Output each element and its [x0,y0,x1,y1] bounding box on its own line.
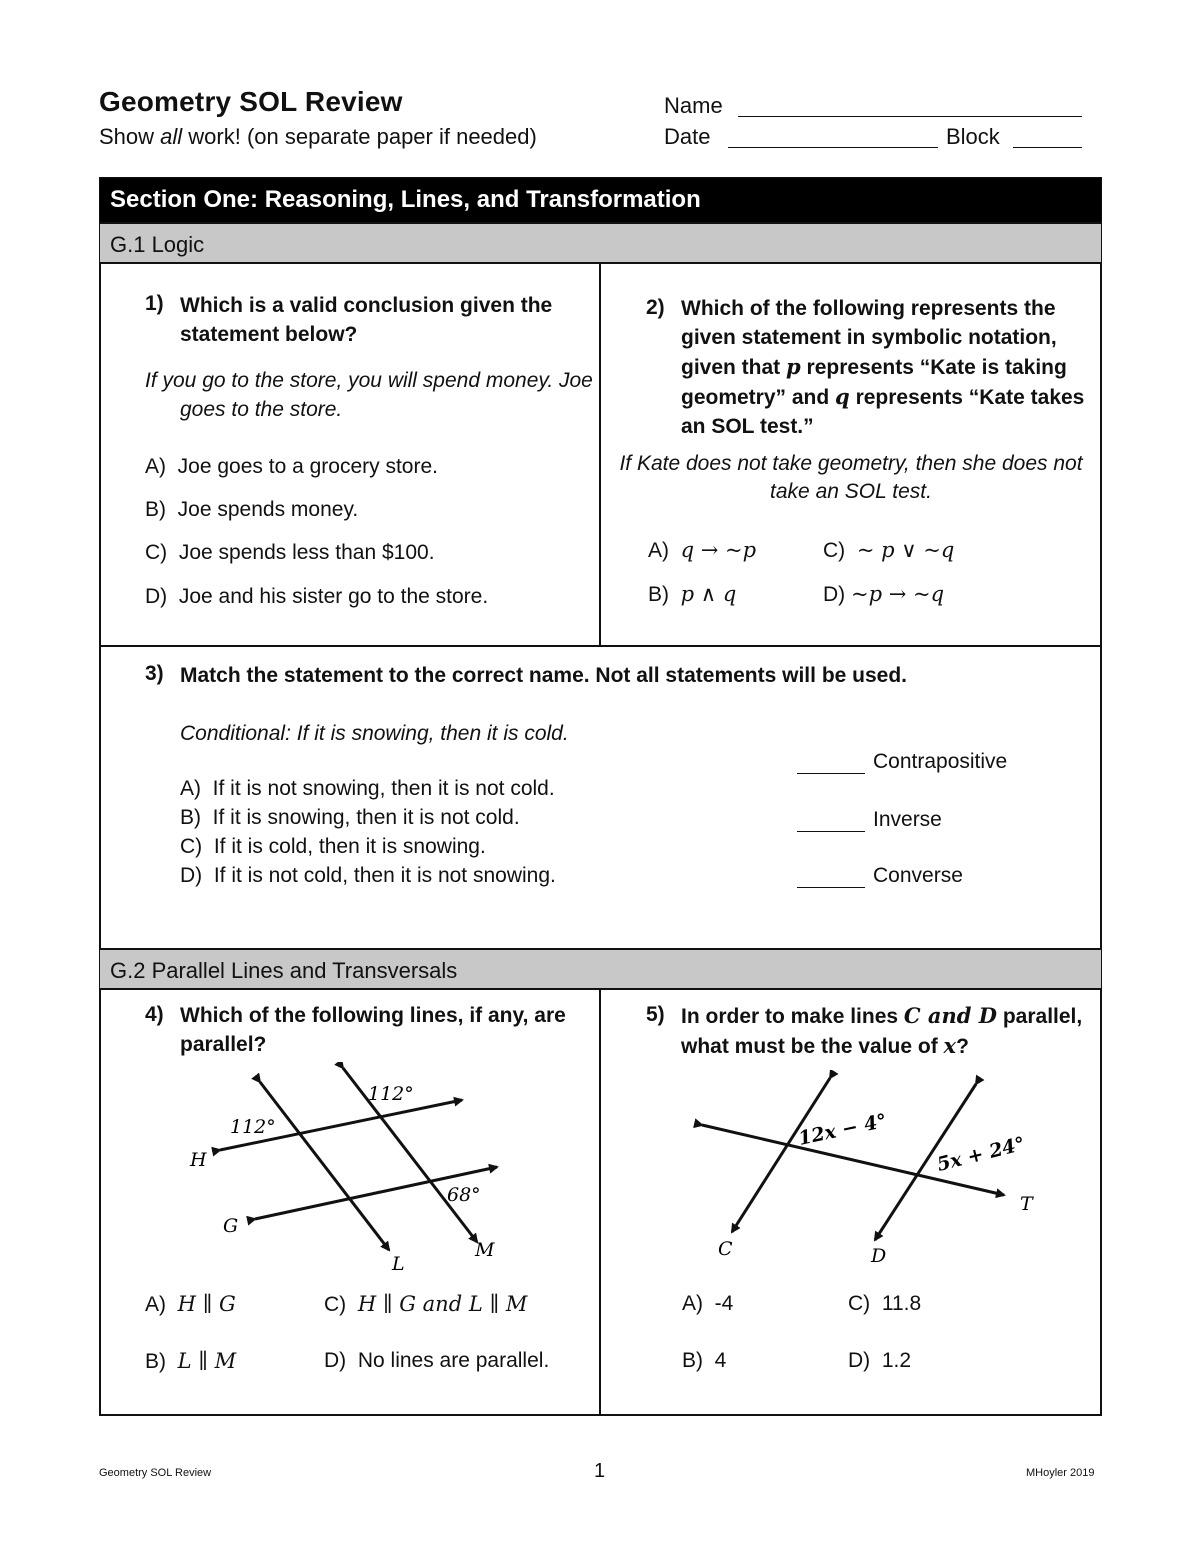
choice-letter: B) [682,1349,703,1372]
choice-letter: D) [848,1349,871,1372]
q2-statement: If Kate does not take geometry, then she does not take an SOL test. [619,452,1083,503]
q5-choice-c[interactable] [848,1292,921,1316]
q1-choice-a[interactable] [145,455,438,479]
q2-choice-b[interactable] [648,582,736,607]
subtitle-post: work! (on separate paper if needed) [182,124,537,149]
choice-text: p ∧ q [680,582,737,606]
contrapositive-label: Contrapositive [873,750,1008,773]
q5-number: 5) [646,1003,665,1026]
choice-letter: A) [682,1292,703,1315]
q5-text-1: In order to make lines [681,1005,904,1028]
q2-number: 2) [646,296,665,319]
q4-choice-a[interactable] [145,1292,236,1317]
angle-label-2: 112° [368,1083,414,1105]
choice-letter: C) [823,539,846,562]
q2-var-p: p [786,354,801,379]
choice-letter: B) [145,498,166,521]
footer-right: MHoyler 2019 [1026,1467,1095,1479]
block-label: Block [946,124,1000,149]
choice-text: H ∥ G [177,1292,236,1316]
subtitle-pre: Show [99,124,161,149]
q3-choice-b [180,806,520,830]
q2-choice-c[interactable] [823,538,954,563]
date-label: Date [664,124,711,149]
choice-text: If it is not cold, then it is not snowing. [213,864,556,887]
choice-text: -4 [714,1292,734,1315]
label-c: C [718,1238,733,1260]
choice-letter: A) [145,1293,166,1316]
q2-choice-d[interactable] [823,582,944,607]
contrapositive-blank[interactable] [797,773,865,774]
choice-text: ~ p ∨ ~q [856,538,955,562]
q2-var-q: q [835,384,850,409]
choice-text: q → ~p [680,538,757,562]
choice-letter: A) [180,777,201,800]
q1-number: 1) [145,292,164,315]
q4-diagram [185,1062,515,1282]
choice-letter: B) [648,583,669,606]
choice-letter: D) [180,864,203,887]
choice-letter: C) [180,835,203,858]
choice-letter: D) [823,583,846,606]
choice-text: No lines are parallel. [357,1349,550,1372]
inverse-label: Inverse [873,808,942,831]
q3-choice-a [180,777,555,801]
column-divider-1 [599,264,601,646]
q4-choice-c[interactable] [324,1292,527,1317]
footer-left: Geometry SOL Review [99,1467,212,1479]
angle-label-2: 5x + 24° [934,1132,1028,1176]
q5-question [681,1001,1091,1061]
page-number: 1 [594,1460,606,1482]
q3-conditional: Conditional: If it is snowing, then it is cold. [180,722,569,745]
q4-choice-b[interactable] [145,1349,236,1374]
label-h: H [190,1149,207,1171]
label-d: D [871,1245,887,1267]
choice-letter: C) [145,541,168,564]
q4-choice-d[interactable] [324,1349,549,1373]
q3-choice-d [180,864,556,888]
choice-text: If it is snowing, then it is not cold. [212,806,520,829]
q1-choice-b[interactable] [145,498,358,522]
date-field[interactable] [728,147,938,148]
q2-question [681,294,1091,441]
choice-text: Joe spends money. [177,498,359,521]
choice-text: Joe goes to a grocery store. [177,455,438,478]
q1-choice-c[interactable] [145,541,435,565]
choice-text: 11.8 [881,1292,922,1315]
q2-text-1: Which of the following represents the given statement in symbolic notation, given that [681,297,1057,379]
label-m: M [475,1239,495,1261]
angle-label-1: 112° [230,1116,276,1138]
choice-letter: A) [145,455,166,478]
choice-letter: D) [145,585,168,608]
choice-text: If it is not snowing, then it is not cold. [212,777,555,800]
q2-text-2: represents “Kate is taking geometry” and [681,356,1067,409]
angle-label-1: 12x − 4° [796,1109,889,1150]
q5-text-3: ? [956,1035,969,1058]
block-field[interactable] [1013,147,1082,148]
q2-text-3: represents “Kate takes an SOL test.” [681,386,1085,438]
choice-text: 1.2 [881,1349,912,1372]
choice-letter: D) [324,1349,347,1372]
q5-var-x: x [943,1033,957,1058]
label-l: L [392,1253,405,1275]
section-title: Section One: Reasoning, Lines, and Transformation [100,178,1101,222]
line-l [260,1082,389,1250]
line-c [732,1078,830,1232]
q1-statement: If you go to the store, you will spend money. Joe goes to the store. [145,369,593,421]
choice-text: Joe spends less than $100. [178,541,435,564]
choice-letter: C) [324,1293,347,1316]
q1-question: Which is a valid conclusion given the statement below? [180,294,553,346]
choice-text: ~p → ~q [851,582,945,606]
label-t: T [1020,1193,1033,1215]
page-title: Geometry SOL Review [99,86,403,117]
name-label: Name [664,93,723,118]
choice-text: H ∥ G and L ∥ M [357,1292,528,1316]
q4-question: Which of the following lines, if any, are parallel? [180,1004,566,1056]
q5-diagram [692,1070,1042,1270]
subsection-parallel: G.2 Parallel Lines and Transversals [100,948,1101,990]
q5-choice-a[interactable] [682,1292,733,1316]
inverse-blank[interactable] [797,831,865,832]
subtitle-emphasis: all [160,124,183,149]
name-field[interactable] [738,116,1082,117]
q1-choice-d[interactable] [145,585,488,609]
q4-number: 4) [145,1003,164,1026]
choice-text: Joe and his sister go to the store. [178,585,489,608]
q5-choice-b[interactable] [682,1349,726,1373]
converse-label: Converse [873,864,963,887]
q2-choice-a[interactable] [648,538,756,563]
q3-number: 3) [145,662,164,685]
choice-letter: B) [145,1350,166,1373]
row-divider-1 [100,645,1101,647]
subsection-logic: G.1 Logic [100,222,1101,264]
q5-text-2: parallel, what must be the value of [681,1005,1083,1058]
choice-letter: C) [848,1292,871,1315]
converse-blank[interactable] [797,887,865,888]
column-divider-2 [599,990,601,1416]
choice-text: If it is cold, then it is snowing. [213,835,486,858]
q3-choice-c [180,835,486,859]
label-g: G [223,1215,239,1237]
page-subtitle [99,124,537,150]
angle-label-3: 68° [447,1184,481,1206]
choice-text: L ∥ M [177,1349,237,1373]
q5-choice-d[interactable] [848,1349,911,1373]
q3-question: Match the statement to the correct name. Not all statements will be used. [180,664,908,687]
q5-vars: C and D [903,1003,998,1028]
choice-letter: A) [648,539,669,562]
choice-letter: B) [180,806,201,829]
choice-text: 4 [714,1349,727,1372]
